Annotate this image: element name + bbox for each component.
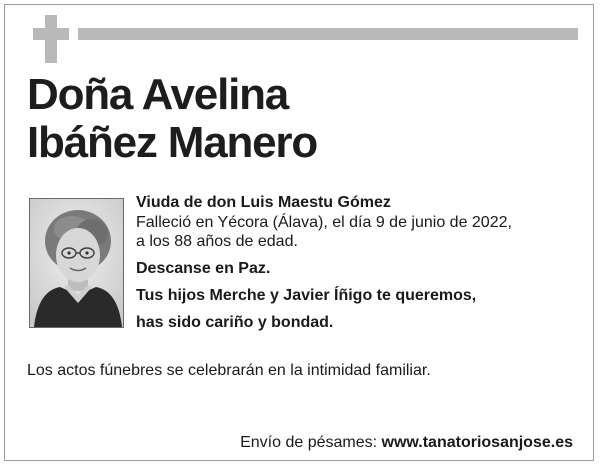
deceased-name [27,71,317,167]
widow-of-text: Viuda de don Luis Maestu Gómez [136,194,391,211]
header-bar [78,28,578,40]
name-line-2: Ibáñez Manero [27,118,318,167]
cross-icon-arm [33,28,69,40]
condolences-line [240,433,573,453]
funeral-notice: Los actos fúnebres se celebrarán en la intimidad familiar. [27,362,431,379]
obituary-card [4,4,594,461]
condolences-website-link[interactable]: www.tanatoriosanjose.es [381,434,573,451]
name-line-1: Doña Avelina [27,70,289,119]
portrait-photo [29,198,124,328]
obituary-details [136,193,586,337]
portrait-image [30,199,123,327]
rest-in-peace-text: Descanse en Paz. [136,260,271,277]
condolences-label: Envío de pésames: [240,434,382,451]
death-notice-text: Falleció en Yécora (Álava), el día 9 de junio de 2022, [136,214,512,231]
age-text: a los 88 años de edad. [136,233,298,250]
love-message-text: has sido cariño y bondad. [136,314,334,331]
children-message-text: Tus hijos Merche y Javier Íñigo te queremos, [136,287,477,304]
